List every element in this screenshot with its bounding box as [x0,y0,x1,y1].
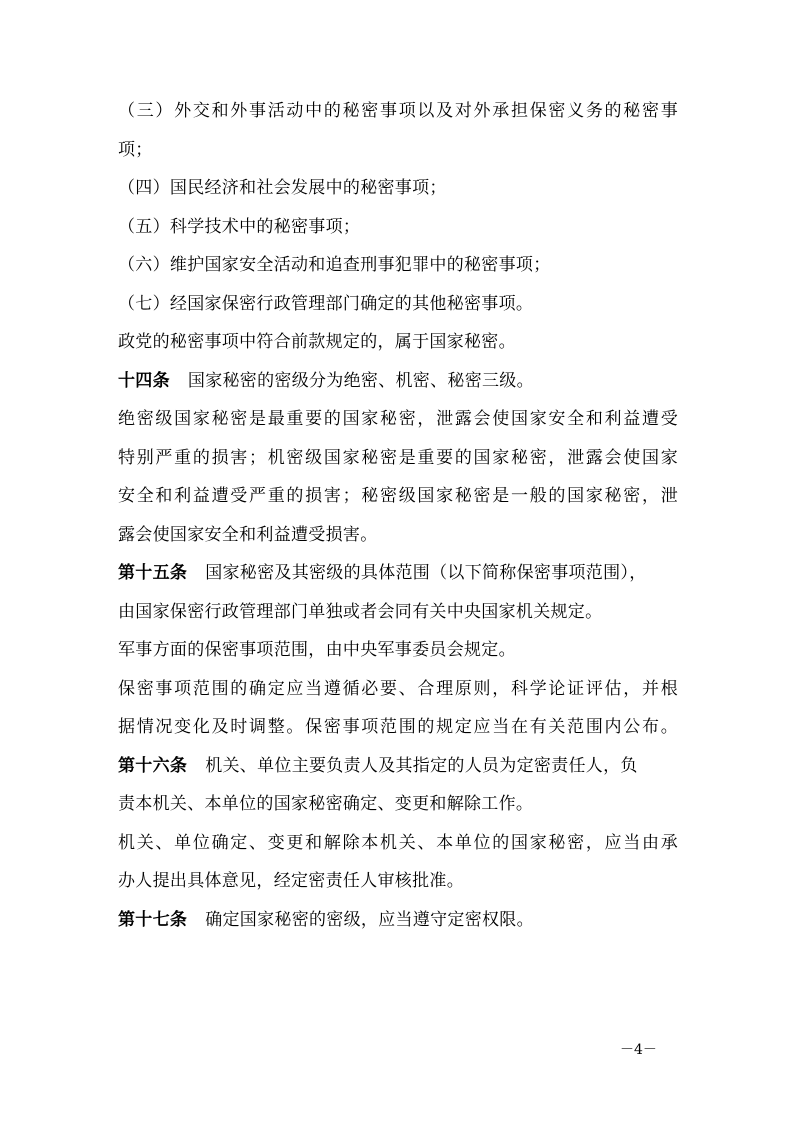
text-line: 机关、单位确定、变更和解除本机关、本单位的国家秘密，应当由承 [118,832,678,853]
article-15-line: 第十五条 国家秘密及其密级的具体范围（以下简称保密事项范围）， [118,563,647,583]
text-line: （七）经国家保密行政管理部门确定的其他秘密事项。 [118,293,534,314]
text-line: 责本机关、本单位的国家秘密确定、变更和解除工作。 [118,794,534,814]
article-heading: 十四条 [118,370,170,391]
article-heading: 第十五条 [118,563,188,583]
text-line: 据情况变化及时调整。保密事项范围的规定应当在有关范围内公布。 [118,717,678,737]
text-line: （六）维护国家安全活动和追查刑事犯罪中的秘密事项； [118,255,551,275]
page-number: －4－ [620,1042,657,1058]
text-line: 办人提出具体意见，经定密责任人审核批准。 [118,871,464,891]
text-line: 绝密级国家秘密是最重要的国家秘密，泄露会使国家安全和利益遭受 [118,409,678,429]
document-body [118,101,678,948]
article-16-line: 第十六条 机关、单位主要负责人及其指定的人员为定密责任人，负 [118,755,638,776]
article-heading: 第十七条 [118,909,188,930]
text-line: 由国家保密行政管理部门单独或者会同有关中央国家机关规定。 [118,601,603,622]
text-line: （四）国民经济和社会发展中的秘密事项； [118,178,447,198]
text-line: 政党的秘密事项中符合前款规定的，属于国家秘密。 [118,332,516,352]
text-line: 露会使国家安全和利益遭受损害。 [118,524,378,545]
article-17-line: 第十七条 确定国家秘密的密级，应当遵守定密权限。 [118,909,534,930]
text-line: 项； [118,139,153,160]
text-line: 军事方面的保密事项范围，由中央军事委员会规定。 [118,640,516,660]
text-line: 保密事项范围的确定应当遵循必要、合理原则，科学论证评估，并根 [118,678,678,699]
article-14-line: 十四条 国家秘密的密级分为绝密、机密、秘密三级。 [118,370,534,391]
text-line: 特别严重的损害；机密级国家秘密是重要的国家秘密，泄露会使国家 [118,447,678,468]
text-line: （五）科学技术中的秘密事项； [118,216,361,237]
text-line: （三）外交和外事活动中的秘密事项以及对外承担保密义务的秘密事 [118,101,678,121]
article-heading: 第十六条 [118,755,188,776]
text-line: 安全和利益遭受严重的损害；秘密级国家秘密是一般的国家秘密，泄 [118,486,678,506]
